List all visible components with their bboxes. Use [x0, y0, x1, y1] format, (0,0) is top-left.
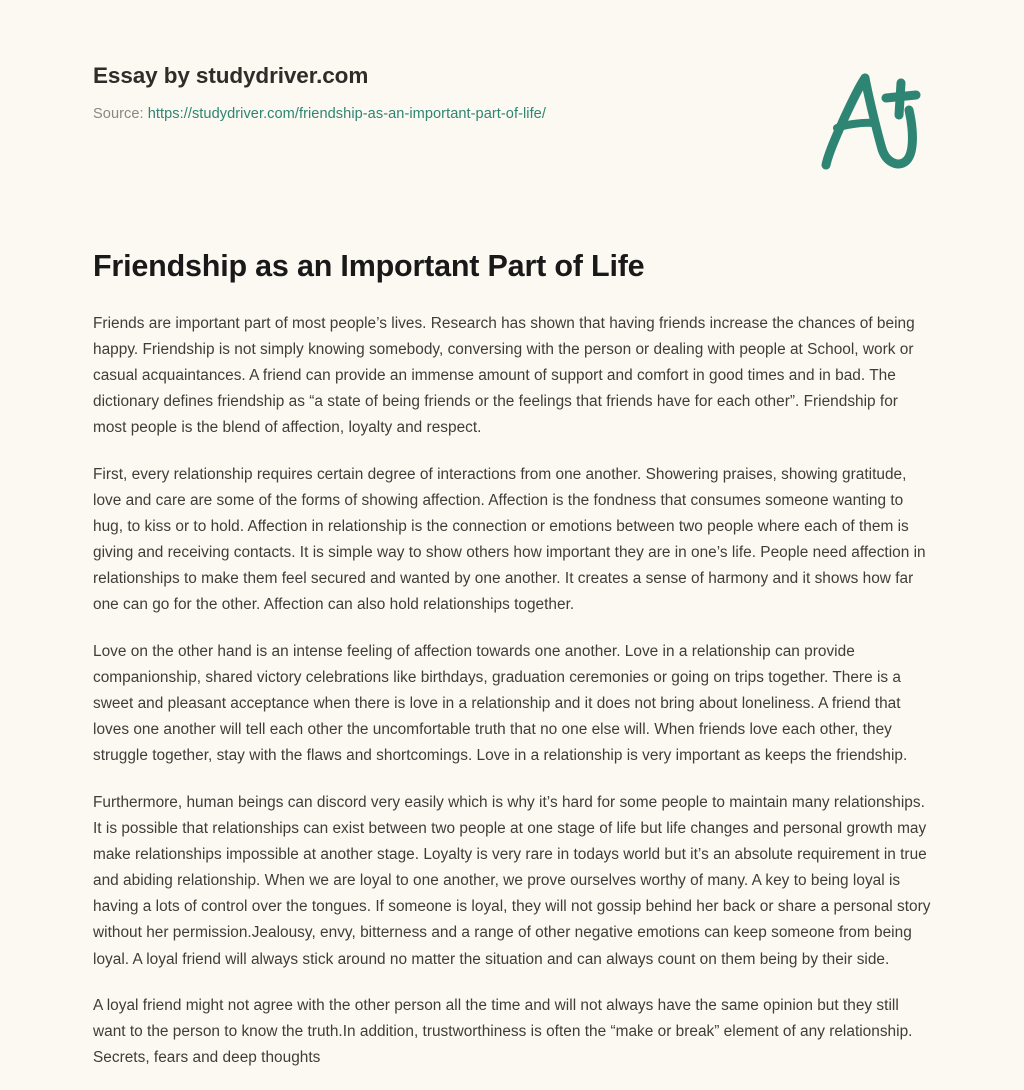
- source-url-link[interactable]: https://studydriver.com/friendship-as-an-important-part-of-life/: [147, 106, 546, 122]
- source-line: [93, 89, 793, 124]
- page-title: Friendship as an Important Part of Life: [93, 249, 645, 283]
- paragraph: First, every relationship requires certain degree of interactions from one another. Showering praises, showing gratitude, love and care are some of the forms of showing affection. Affection is the fondness that consumes someone wanting to hug, to kiss or to hold. Affection in relationship is the connection or emotions between two people where each of them is giving and receiving contacts. It is simple way to show others how important they are in one’s life. People need affection in relationships to make them feel secured and wanted by one another. It creates a sense of harmony and it shows how far one can go for the other. Affection can also hold relationships together.: [93, 465, 926, 614]
- essay-body: [93, 311, 933, 1071]
- paragraph: A loyal friend might not agree with the other person all the time and will not always have the same opinion but they still want to the person to know the truth.In addition, trustworthiness is often the “make or break” element of any relationship. Secrets, fears and deep thoughts: [93, 997, 913, 1067]
- paragraph: Furthermore, human beings can discord very easily which is why it’s hard for some people to maintain many relationships. It is possible that relationships can exist between two people at one stage of life but life changes and personal growth may make relationships impossible at another stage. Loyalty is very rare in todays world but it’s an absolute requirement in true and abiding relationship. When we are loyal to one another, we prove ourselves worthy of many. A key to being loyal is having a lots of control over the tongues. If someone is loyal, they will not gossip behind her back or share a personal story without her permission.Jealousy, envy, bitterness and a range of other negative emotions can keep someone from being loyal. A loyal friend will always stick around no matter the situation and can always count on them being by their side.: [93, 794, 931, 968]
- essay-by-heading: Essay by studydriver.com: [93, 63, 369, 88]
- source-label: Source:: [93, 106, 148, 122]
- a-plus-logo-icon: [806, 66, 936, 176]
- page-header: [93, 62, 793, 124]
- paragraph: Love on the other hand is an intense feeling of affection towards one another. Love in a relationship can provide companionship, shared victory celebrations like birthdays, graduation ceremonies or going on trips together. There is a sweet and pleasant acceptance when there is love in a relationship and it does not bring about loneliness. A friend that loves one another will tell each other the uncomfortable truth that no one else will. When friends love each other, they struggle together, stay with the flaws and shortcomings. Love in a relationship is very important as keeps the friendship.: [93, 643, 908, 765]
- paragraph: Friends are important part of most people’s lives. Research has shown that having friends increase the chances of being happy. Friendship is not simply knowing somebody, conversing with the person or dealing with people at School, work or casual acquaintances. A friend can provide an immense amount of support and comfort in good times and in bad. The dictionary defines friendship as “a state of being friends or the feelings that friends have for each other”. Friendship for most people is the blend of affection, loyalty and respect.: [93, 315, 915, 437]
